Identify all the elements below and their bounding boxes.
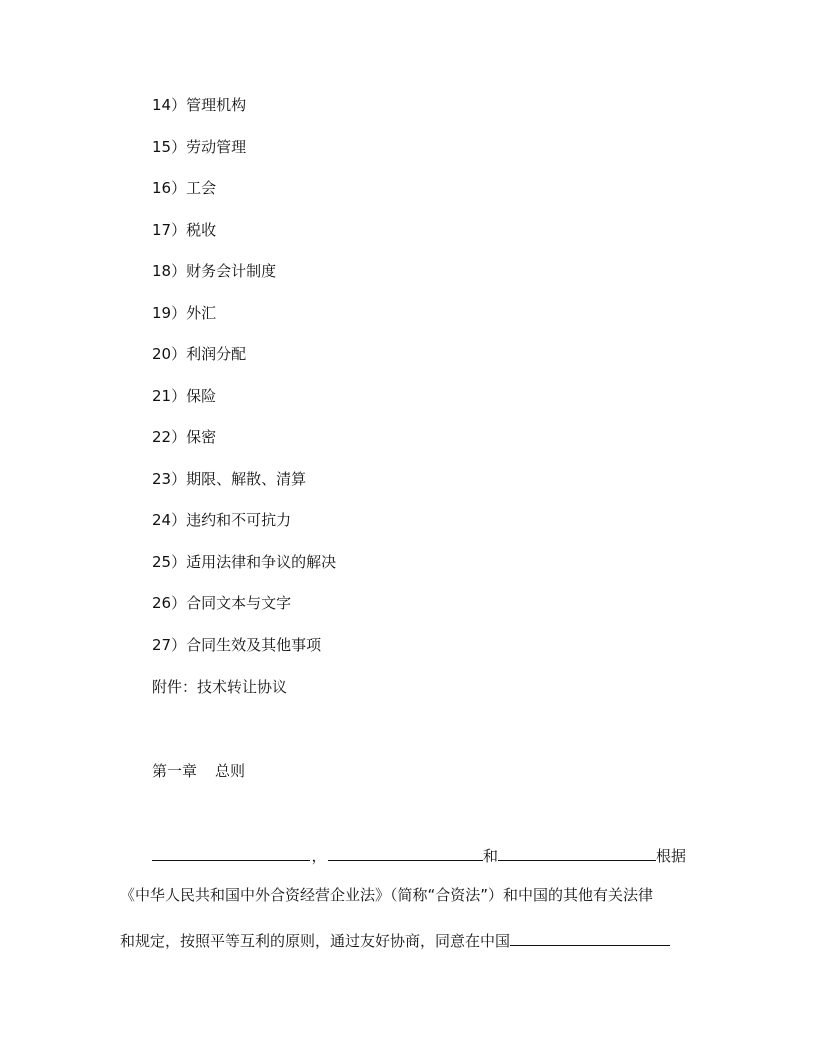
paragraph-line-2: 《中华人民共和国中外合资经营企业法》（简称“合资法”）和中国的其他有关法律 [120,886,654,904]
party-a-blank[interactable] [152,844,310,861]
toc-item: 15）劳动管理 [152,138,247,156]
toc-item: 17）税收 [152,221,217,239]
toc-item: 14）管理机构 [152,96,247,114]
party-c-blank[interactable] [498,844,656,861]
party-b-blank[interactable] [328,844,483,861]
toc-item: 18）财务会计制度 [152,262,277,280]
paragraph-line-1 [152,844,686,866]
toc-item: 20）利润分配 [152,345,247,363]
chapter-number: 第一章 [152,762,198,780]
chapter-heading [152,761,245,781]
toc-item: 22）保密 [152,428,217,446]
chapter-title: 总则 [215,762,246,780]
location-blank[interactable] [510,929,670,946]
paragraph-line-3 [120,929,670,951]
toc-item: 27）合同生效及其他事项 [152,636,322,654]
according-text: 根据 [656,847,687,865]
toc-item: 21）保险 [152,387,217,405]
and-text: 和 [483,847,499,865]
toc-item: 24）违约和不可抗力 [152,511,292,529]
toc-item: 26）合同文本与文字 [152,594,292,612]
comma: ， [311,847,327,865]
toc-item: 19）外汇 [152,304,217,322]
toc-item: 16）工会 [152,179,217,197]
toc-item: 25）适用法律和争议的解决 [152,553,337,571]
appendix-line: 附件：技术转让协议 [152,678,288,696]
line3-text: 和规定，按照平等互利的原则，通过友好协商，同意在中国 [120,932,511,950]
toc-item: 23）期限、解散、清算 [152,470,307,488]
